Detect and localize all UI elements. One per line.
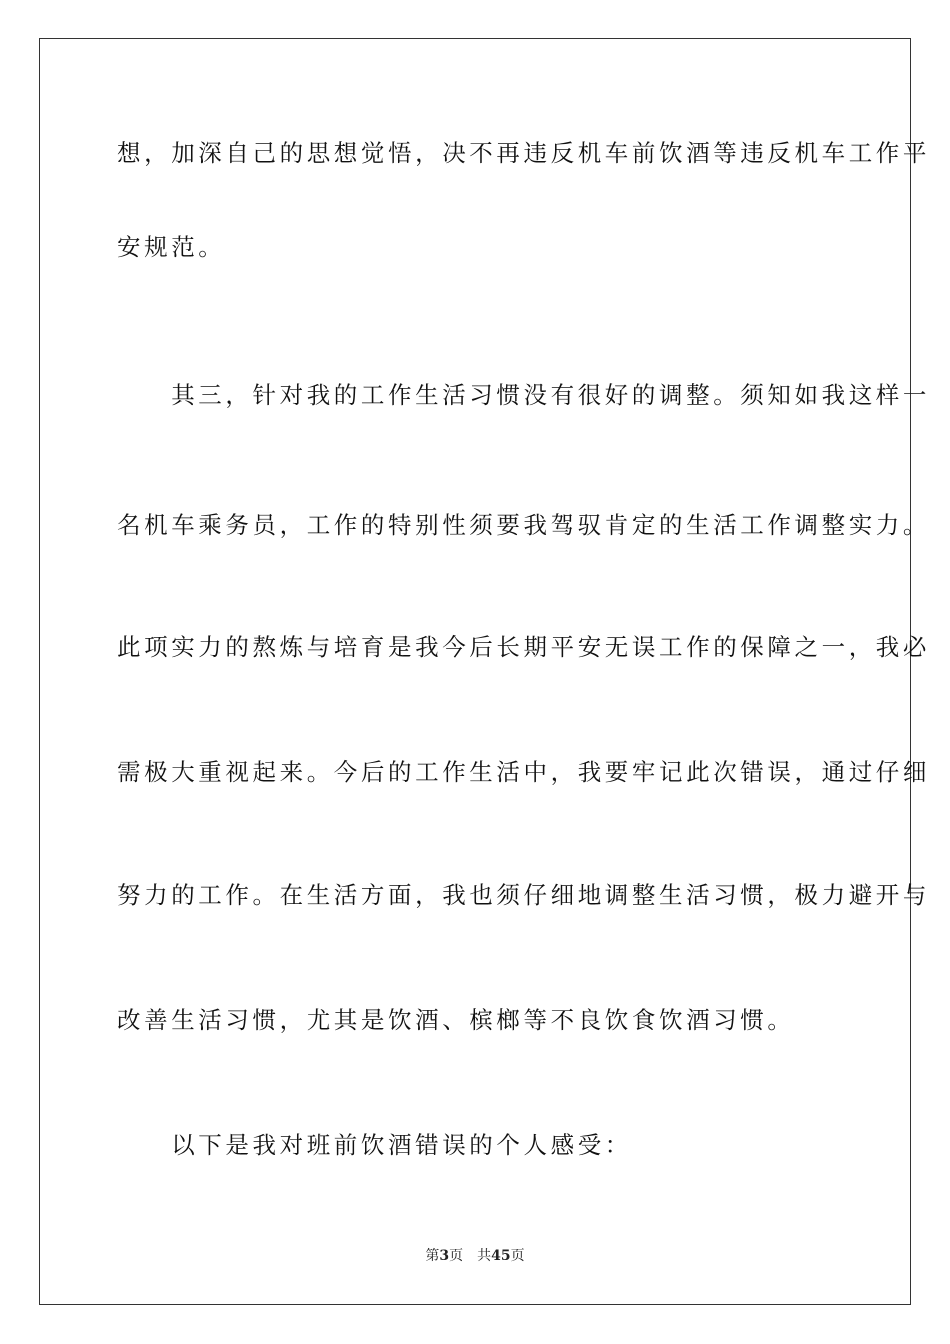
page-number: 3 [439, 1248, 450, 1264]
text-line-2: 安规范。 [117, 233, 226, 261]
text-line-8: 改善生活习惯，尤其是饮酒、槟榔等不良饮食饮酒习惯。 [117, 1006, 795, 1034]
text-line-7: 努力的工作。在生活方面，我也须仔细地调整生活习惯，极力避开与 [117, 881, 930, 909]
total-pages: 45 [491, 1248, 511, 1264]
page-prefix: 第 [425, 1248, 440, 1264]
total-prefix: 共 [477, 1248, 492, 1264]
text-line-5: 此项实力的熬炼与培育是我今后长期平安无误工作的保障之一，我必 [117, 633, 930, 661]
page-suffix: 页 [449, 1248, 464, 1264]
text-line-1: 想，加深自己的思想觉悟，决不再违反机车前饮酒等违反机车工作平 [117, 139, 930, 167]
page-footer [0, 1247, 950, 1265]
text-line-3: 其三，针对我的工作生活习惯没有很好的调整。须知如我这样一 [117, 381, 930, 409]
total-suffix: 页 [510, 1248, 525, 1264]
text-line-6: 需极大重视起来。今后的工作生活中，我要牢记此次错误，通过仔细 [117, 758, 930, 786]
text-line-9: 以下是我对班前饮酒错误的个人感受： [117, 1131, 632, 1159]
page-border [39, 38, 930, 1305]
text-line-4: 名机车乘务员，工作的特别性须要我驾驭肯定的生活工作调整实力。 [117, 511, 930, 539]
